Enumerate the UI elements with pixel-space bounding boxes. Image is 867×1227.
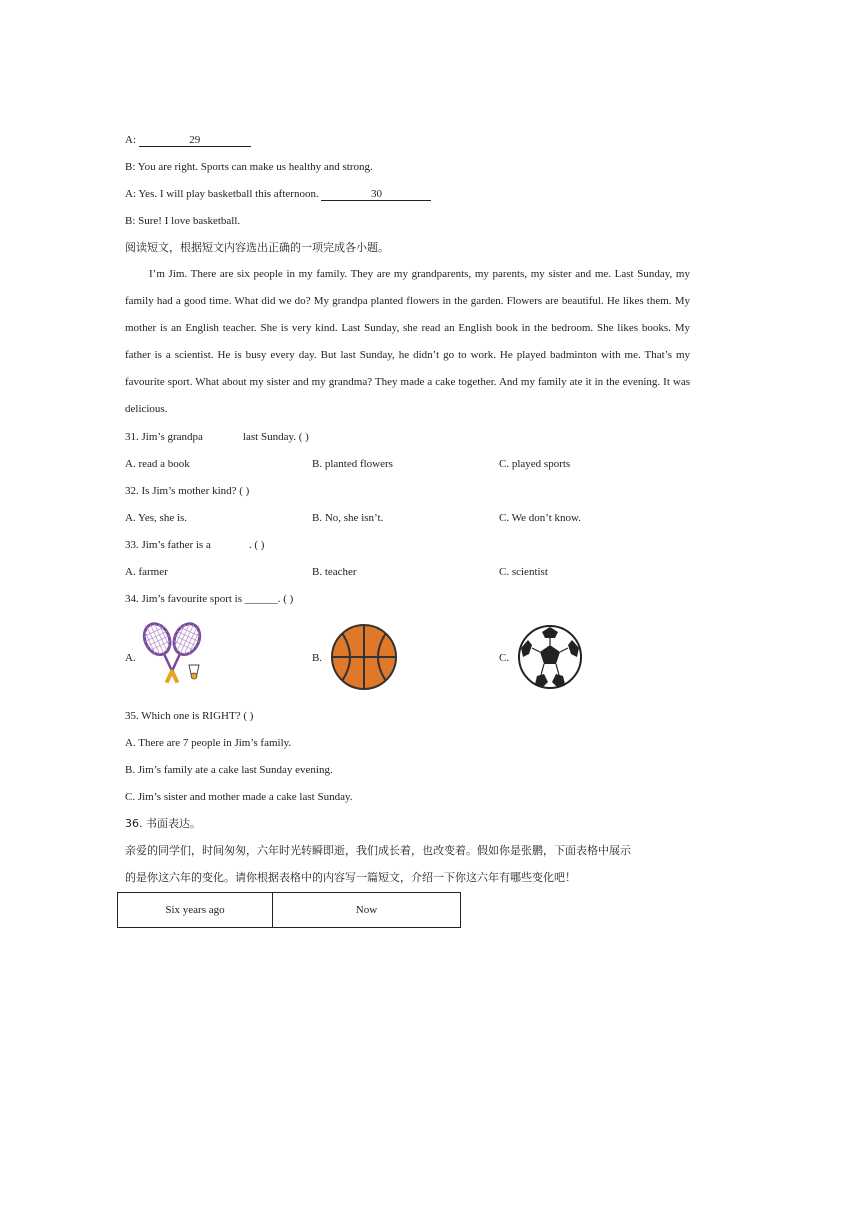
question-32-stem: 32. Is Jim’s mother kind? ( ) (125, 485, 250, 497)
dialogue-b1: B: You are right. Sports can make us healthy and strong. (125, 161, 373, 173)
answer-blank-29: 29 (139, 134, 251, 147)
question-32-option-c: C. We don’t know. (499, 512, 582, 524)
question-31-stem-b: last Sunday. ( ) (242, 431, 309, 443)
question-33-option-c: C. scientist (499, 566, 548, 578)
changes-table (117, 892, 461, 928)
question-33-stem (125, 538, 264, 552)
soccer-ball-icon (517, 624, 583, 690)
question-34-stem: 34. Jim’s favourite sport is ______. ( ) (125, 593, 294, 605)
table-header-now: Now (273, 893, 461, 928)
writing-prompt-line1: 亲爱的同学们，时间匆匆，六年时光转瞬即逝，我们成长着，也改变着。假如你是张鹏，下面表格中展示 (125, 844, 631, 857)
writing-heading: 36. 书面表达。 (125, 817, 201, 830)
question-35-option-c: C. Jim’s sister and mother made a cake last Sunday. (125, 791, 353, 803)
badminton-rackets-icon (140, 621, 206, 691)
question-34-option-b-label: B. (312, 652, 323, 664)
dialogue-a2 (125, 187, 431, 201)
dialogue-a2-prefix: A: Yes. I will play basketball this afternoon. (125, 188, 322, 200)
table-row (118, 893, 461, 928)
question-35-stem: 35. Which one is RIGHT? ( ) (125, 710, 254, 722)
table-header-six-years-ago: Six years ago (118, 893, 273, 928)
question-33-option-b: B. teacher (312, 566, 357, 578)
dialogue-a1 (125, 133, 251, 147)
question-35-option-b: B. Jim’s family ate a cake last Sunday evening. (125, 764, 333, 776)
reading-passage: I’m Jim. There are six people in my family. They are my grandparents, my parents, my sister and me. Last Sunday, my family had a good time. What did we do? My grandpa planted flowers in the garden. Flowers are beautiful. He likes them. My mother is an English teacher. She is very kind. Last Sunday, she read an English book in the bedroom. She likes books. My father is a scientist. He is busy every day. But last Sunday, he didn’t go to work. He played badminton with me. That’s my favourite sport. What about my sister and my grandma? They made a cake together. And my family ate it in the evening. It was delicious. (125, 268, 690, 415)
basketball-icon (330, 623, 398, 691)
reading-instruction: 阅读短文，根据短文内容选出正确的一项完成各小题。 (125, 241, 389, 254)
dialogue-b2: B: Sure! I love basketball. (125, 215, 241, 227)
question-32-option-b: B. No, she isn’t. (312, 512, 384, 524)
question-31-option-c: C. played sports (499, 458, 571, 470)
dialogue-a1-prefix: A: (125, 134, 139, 146)
question-33-stem-b: . ( ) (248, 539, 265, 551)
question-32-option-a: A. Yes, she is. (125, 512, 188, 524)
question-31-option-a: A. read a book (125, 458, 190, 470)
question-33-stem-a: 33. Jim’s father is a (125, 539, 211, 551)
question-31-stem-a: 31. Jim’s grandpa (125, 431, 203, 443)
question-35-option-a: A. There are 7 people in Jim’s family. (125, 737, 292, 749)
question-31-stem (125, 430, 309, 444)
question-31-option-b: B. planted flowers (312, 458, 393, 470)
answer-blank-30: 30 (321, 188, 431, 201)
writing-prompt-line2: 的是你这六年的变化。请你根据表格中的内容写一篇短文，介绍一下你这六年有哪些变化吧！ (125, 871, 576, 884)
question-34-option-a-label: A. (125, 652, 136, 664)
question-33-option-a: A. farmer (125, 566, 168, 578)
question-34-option-c-label: C. (499, 652, 510, 664)
